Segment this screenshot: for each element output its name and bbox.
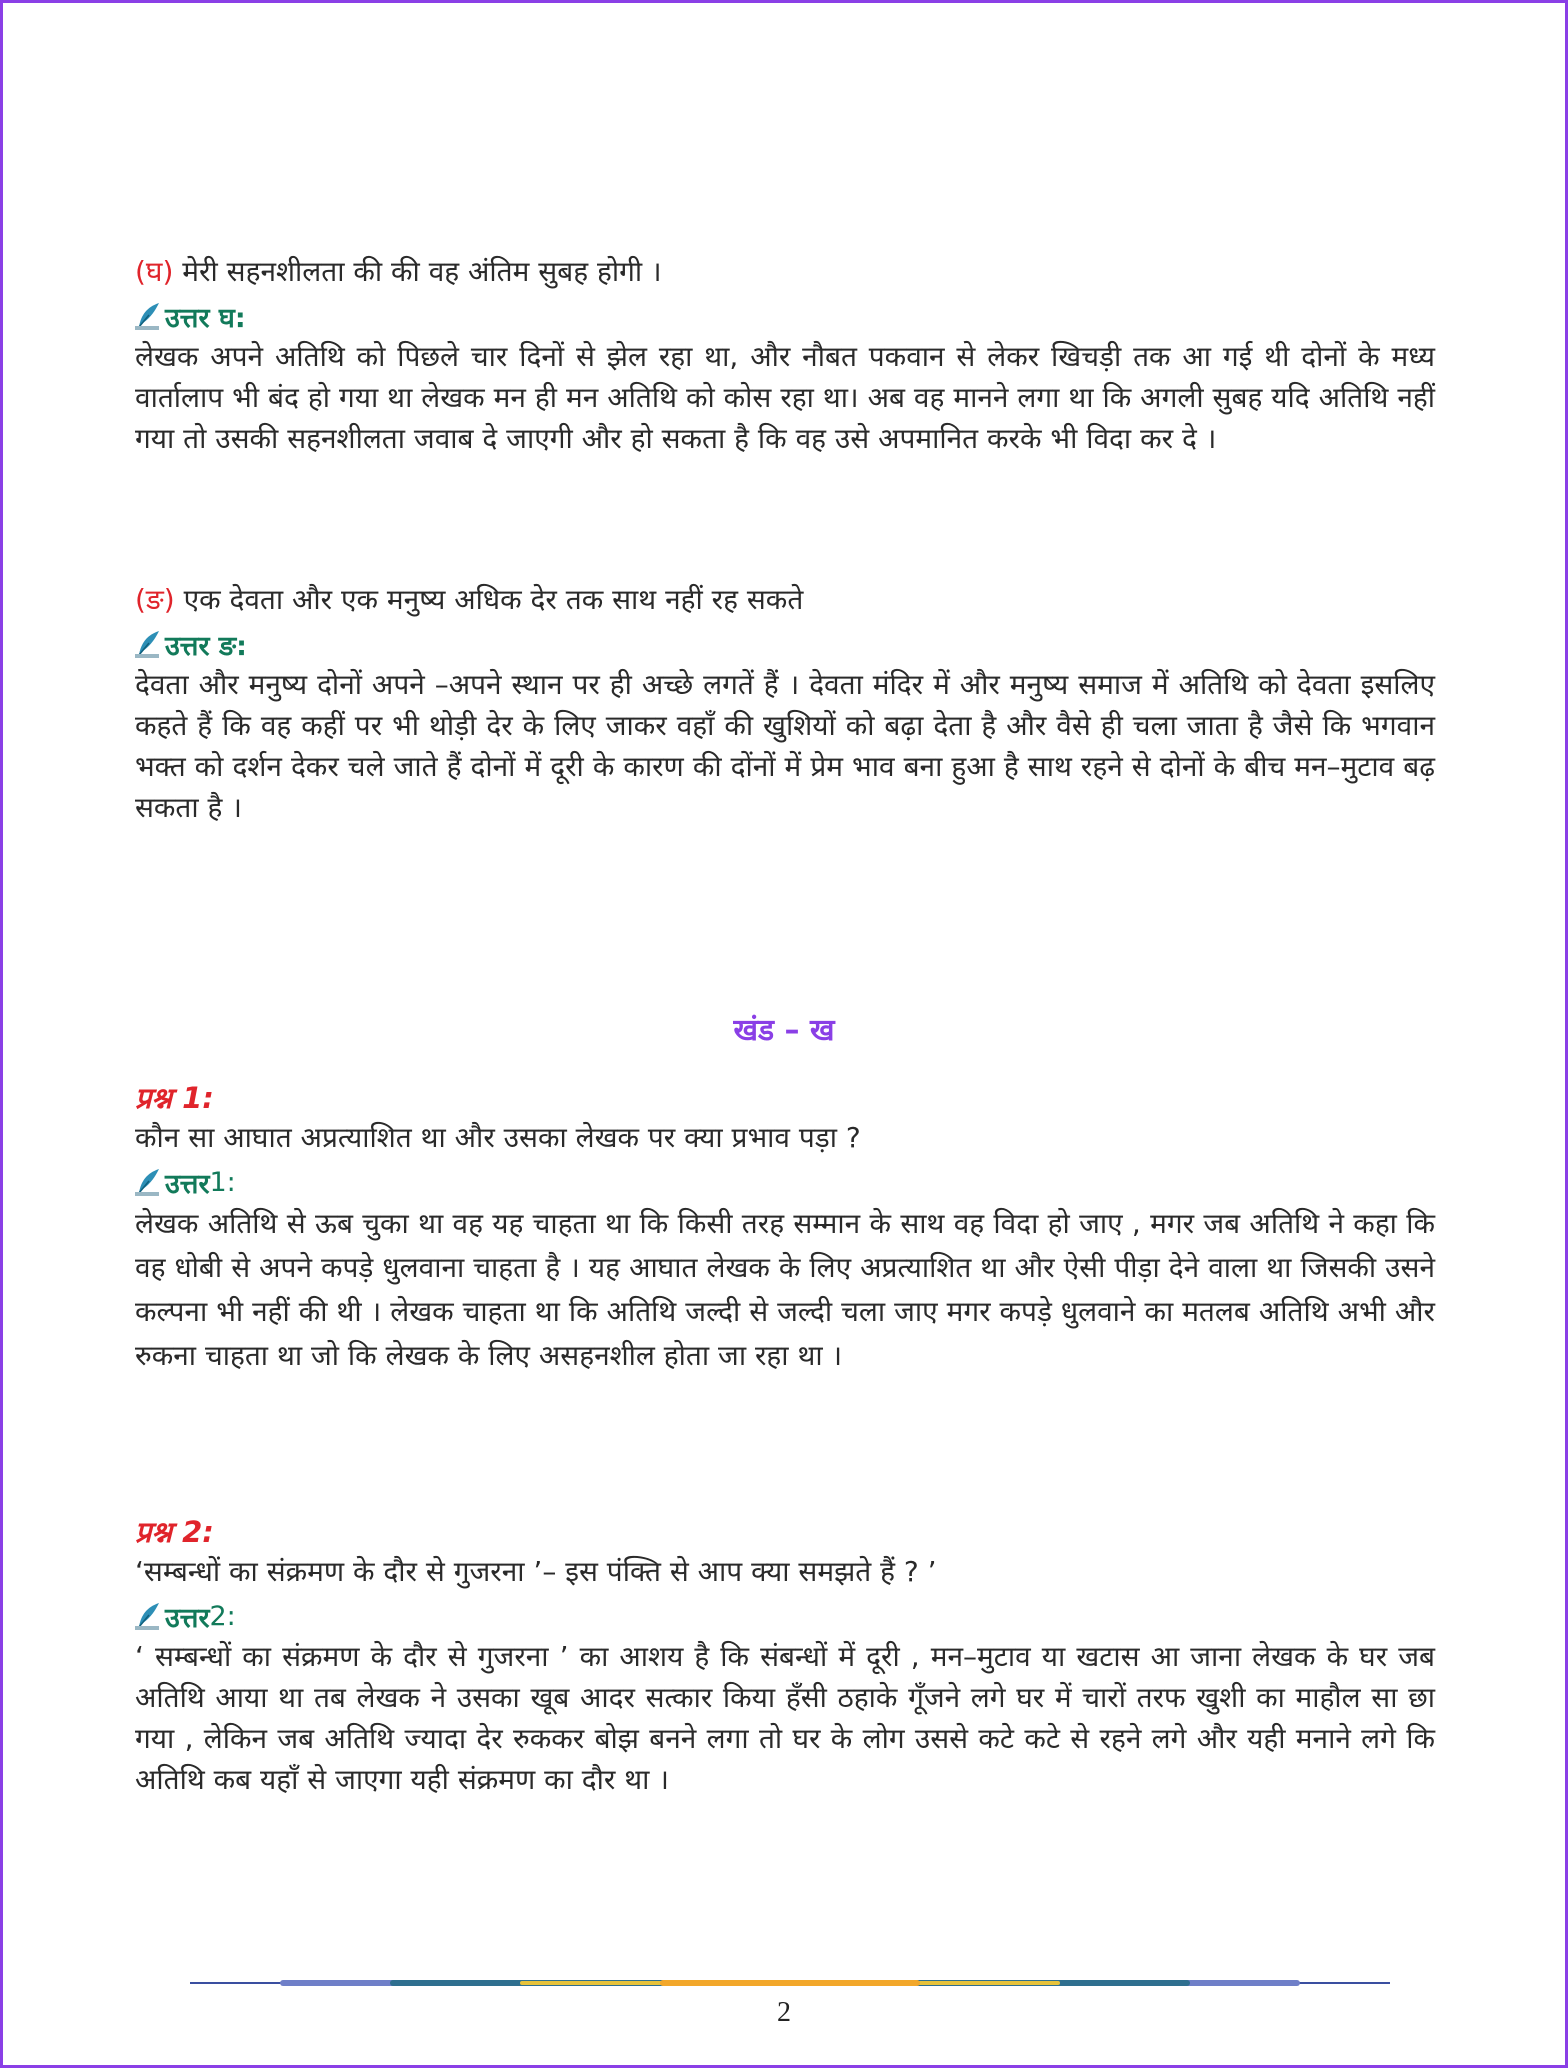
answer-label: उत्तर	[165, 1168, 210, 1200]
answer-number: 2:	[209, 1600, 236, 1632]
question-label: प्रश्न 1:	[135, 1081, 214, 1115]
answer-heading	[135, 624, 1435, 664]
answer-text: लेखक अपने अतिथि को पिछले चार दिनों से झेल रहा था, और नौबत पकवान से लेकर खिचड़ी तक आ गई थी दोनों के मध्य वार्तालाप भी बंद हो गया था लेखक मन ही मन अतिथि को कोस रहा था। अब वह मानने लगा था कि अगली सुबह यदि अतिथि नहीं गया तो उसकी सहनशीलता जवाब दे जाएगी और हो सकता है कि वह उसे अपमानित करके भी विदा कर दे ।	[135, 340, 1435, 455]
question-nga	[135, 580, 1435, 620]
answer-heading	[135, 296, 1435, 336]
answer-heading	[135, 1162, 1435, 1202]
question-marker: (घ)	[135, 255, 174, 288]
feather-pen-icon	[135, 629, 161, 659]
question-block-2	[135, 1512, 1435, 1800]
section-title: खंड – ख	[733, 1013, 835, 1048]
question-gha	[135, 252, 1435, 292]
answer-label: उत्तर घ:	[165, 302, 246, 334]
footer-divider	[190, 1978, 1390, 1988]
question-label: प्रश्न 2:	[135, 1515, 214, 1549]
question-text: मेरी सहनशीलता की की वह अंतिम सुबह होगी ।	[173, 255, 662, 288]
page-number: 2	[777, 1997, 791, 2028]
answer-text: देवता और मनुष्य दोनों अपने –अपने स्थान पर ही अच्छे लगतें हैं । देवता मंदिर में और मनुष्य समाज में अतिथि को देवता इसलिए कहते हैं कि वह कहीं पर भी थोड़ी देर के लिए जाकर वहाँ की खुशियों को बढ़ा देता है और वैसे ही चला जाता है जैसे कि भगवान भक्त को दर्शन देकर चले जाते हैं दोनों में दूरी के कारण की दोंनों में प्रेम भाव बना हुआ है साथ रहने से दोनों के बीच मन–मुटाव बढ़ सकता है ।	[135, 668, 1435, 824]
question-text: कौन सा आघात अप्रत्याशित था और उसका लेखक पर क्या प्रभाव पड़ा ?	[135, 1121, 861, 1154]
block-nga	[135, 580, 1435, 828]
answer-label: उत्तर ङ:	[165, 630, 247, 662]
answer-text: लेखक अतिथि से ऊब चुका था वह यह चाहता था कि किसी तरह सम्मान के साथ वह विदा हो जाए , मगर जब अतिथि ने कहा कि वह धोबी से अपने कपड़े धुलवाना चाहता है । यह आघात लेखक के लिए अप्रत्याशित था और ऐसी पीड़ा देने वाला था जिसकी उसने कल्पना भी नहीं की थी । लेखक चाहता था कि अतिथि जल्दी से जल्दी चला जाए मगर कपड़े धुलवाने का मतलब अतिथि अभी और रुकना चाहता था जो कि लेखक के लिए असहनशील होता जा रहा था ।	[135, 1207, 1435, 1372]
block-gha	[135, 252, 1435, 459]
feather-pen-icon	[135, 1601, 161, 1631]
question-block-1	[135, 1078, 1435, 1378]
answer-text: ‘ सम्बन्धों का संक्रमण के दौर से गुजरना ’ का आशय है कि संबन्धों में दूरी , मन–मुटाव या खटास आ जाना लेखक के घर जब अतिथि आया था तब लेखक ने उसका खूब आदर सत्कार किया हँसी ठहाके गूँजने लगे घर में चारों तरफ खुशी का माहौल सा छा गया , लेकिन जब अतिथि ज्यादा देर रुककर बोझ बनने लगा तो घर के लोग उससे कटे कटे से रहने लगे और यही मनाने लगे कि अतिथि कब यहाँ से जाएगा यही संक्रमण का दौर था ।	[135, 1640, 1435, 1796]
answer-heading	[135, 1596, 1435, 1636]
feather-pen-icon	[135, 1167, 161, 1197]
question-marker: (ङ)	[135, 583, 175, 616]
feather-pen-icon	[135, 301, 161, 331]
question-text: एक देवता और एक मनुष्य अधिक देर तक साथ नहीं रह सकते	[174, 583, 804, 616]
answer-number: 1:	[209, 1166, 236, 1198]
answer-label: उत्तर	[165, 1602, 210, 1634]
question-text: ‘सम्बन्धों का संक्रमण के दौर से गुजरना ’– इस पंक्ति से आप क्या समझते हैं ? ’	[135, 1555, 937, 1588]
